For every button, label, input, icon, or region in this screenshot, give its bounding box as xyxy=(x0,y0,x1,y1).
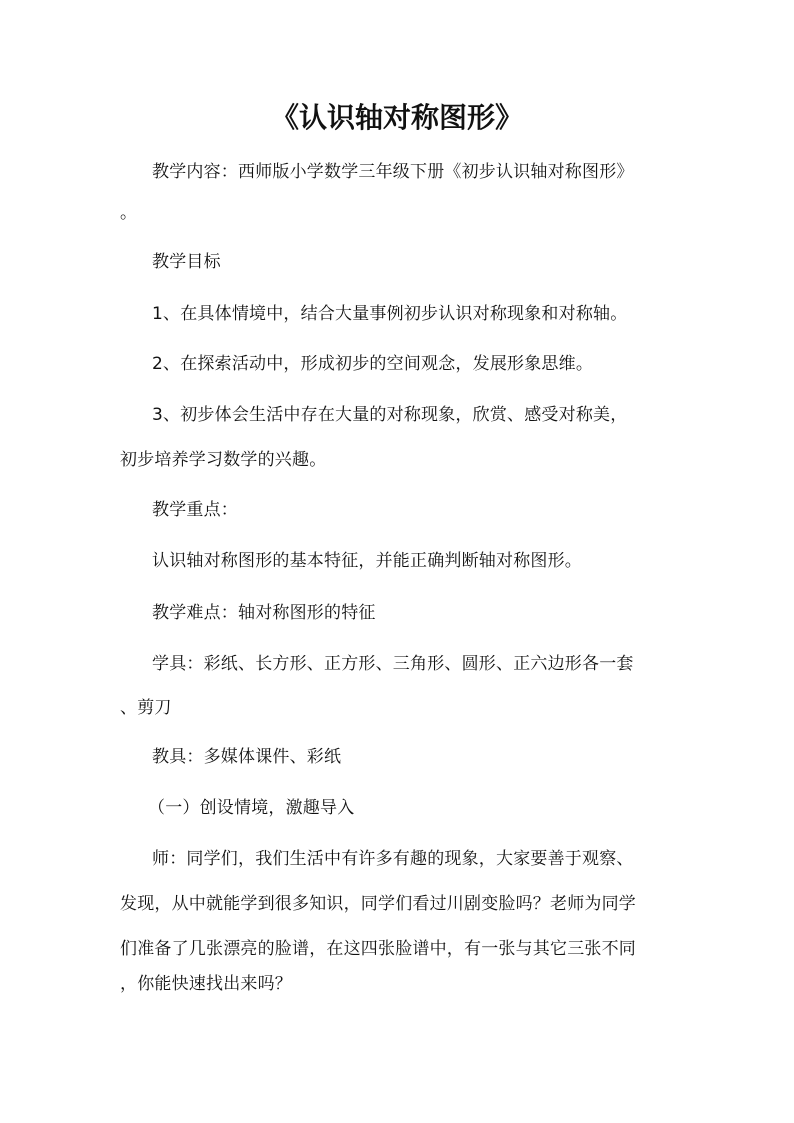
intro-line-3: 们准备了几张漂亮的脸谱，在这四张脸谱中，有一张与其它三张不同 xyxy=(120,939,636,959)
goal-1: 1、在具体情境中，结合大量事例初步认识对称现象和对称轴。 xyxy=(152,304,628,324)
intro-line-2: 发现，从中就能学到很多知识，同学们看过川剧变脸吗？老师为同学 xyxy=(120,894,636,914)
intro-line-4: ，你能快速找出来吗？ xyxy=(120,974,292,994)
goals-heading: 教学目标 xyxy=(152,252,221,272)
section-1-heading: （一）创设情境，激趣导入 xyxy=(148,798,355,818)
goal-3-line-1: 3、初步体会生活中存在大量的对称现象，欣赏、感受对称美， xyxy=(152,405,628,425)
teacher-tools: 教具：多媒体课件、彩纸 xyxy=(152,747,342,767)
document-title: 《认识轴对称图形》 xyxy=(270,101,523,134)
intro-line-1: 师：同学们，我们生活中有许多有趣的现象，大家要善于观察、 xyxy=(152,849,634,869)
key-points-text: 认识轴对称图形的基本特征，并能正确判断轴对称图形。 xyxy=(152,551,582,571)
difficulty-text: 教学难点：轴对称图形的特征 xyxy=(152,603,376,623)
student-tools-line-2: 、剪刀 xyxy=(120,698,172,718)
goal-3-line-2: 初步培养学习数学的兴趣。 xyxy=(120,450,327,470)
student-tools-line-1: 学具：彩纸、长方形、正方形、三角形、圆形、正六边形各一套 xyxy=(152,654,634,674)
key-points-heading: 教学重点： xyxy=(152,500,238,520)
teaching-content-continuation: 。 xyxy=(120,203,138,223)
teaching-content-line: 教学内容：西师版小学数学三年级下册《初步认识轴对称图形》 xyxy=(152,162,634,182)
goal-2: 2、在探索活动中，形成初步的空间观念，发展形象思维。 xyxy=(152,354,594,374)
